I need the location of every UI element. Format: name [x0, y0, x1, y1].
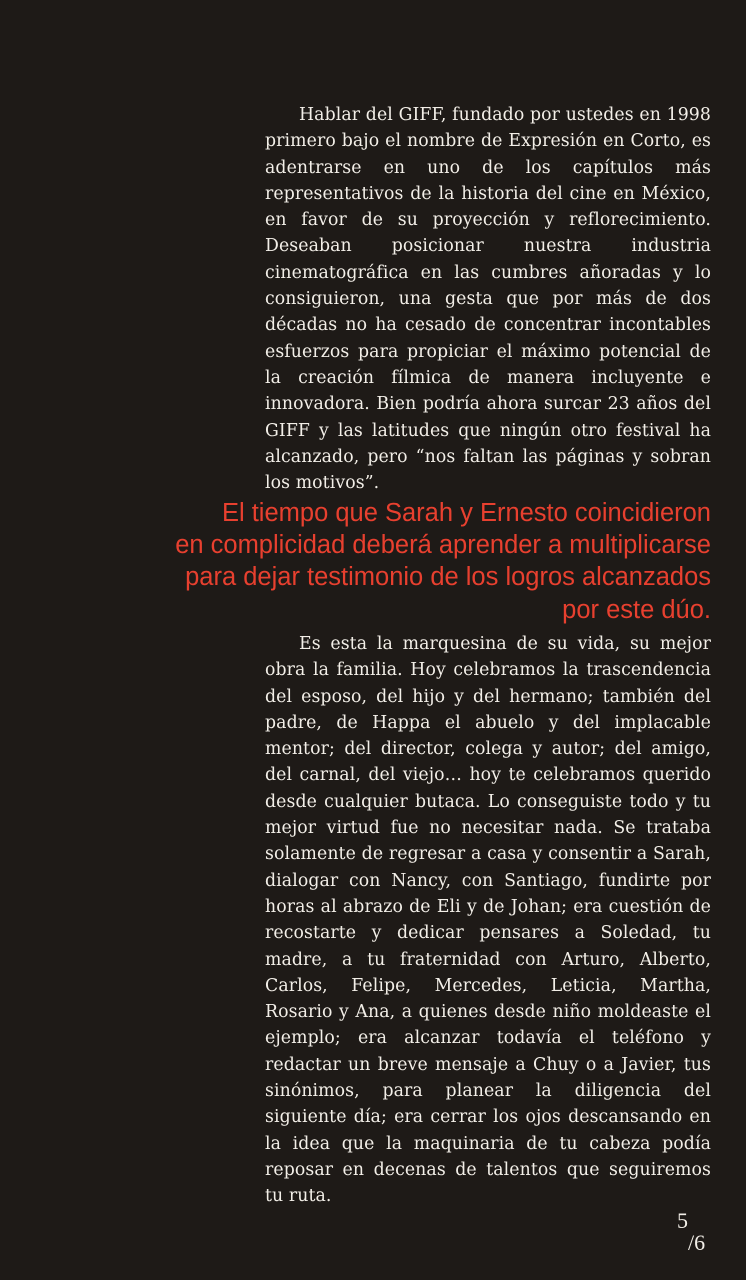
body-paragraph-2: Es esta la marquesina de su vida, su mejor obra la familia. Hoy celebramos la trascendencia del esposo, del hijo y del hermano; también del padre, de Happa el abuelo y del implacable mentor; del director, colega y autor; del amigo, del carnal, del viejo… hoy te celebramos querido desde cualquier butaca. Lo conseguiste todo y tu mejor virtud fue no necesitar nada. Se trataba solamente de regresar a casa y consentir a Sarah, dialogar con Nancy, con Santiago, fundirte por horas al abrazo de Eli y de Johan; era cuestión de recostarte y dedicar pensares a Soledad, tu madre, a tu fraternidad con Arturo, Alberto, Carlos, Felipe, Mercedes, Leticia, Martha, Rosario y Ana, a quienes desde niño moldeaste el ejemplo; era alcanzar todavía el teléfono y redactar un breve mensaje a Chuy o a Javier, tus sinónimos, para planear la diligencia del siguiente día; era cerrar los ojos descansando en la idea que la maquinaria de tu cabeza podía reposar en decenas de talentos que seguiremos tu ruta. [265, 634, 711, 1207]
pull-quote-line: por este dúo. [562, 595, 711, 624]
pull-quote-line: en complicidad deberá aprender a multiplicarse [175, 531, 711, 560]
pull-quote-line: El tiempo que Sarah y Ernesto coincidieron [221, 499, 711, 527]
page-number-current: 5 [677, 1208, 688, 1233]
pull-quote-line: para dejar testimonio de los logros alcanzados [185, 563, 711, 592]
pull-quote [120, 497, 711, 626]
page-number-total: /6 [688, 1230, 706, 1255]
body-paragraph-1: Hablar del GIFF, fundado por ustedes en 1998 primero bajo el nombre de Expresión en Corto, es adentrarse en uno de los capítulos más representativos de la historia del cine en México, en favor de su proyección y reflorecimiento. Deseaban posicionar nuestra industria cinematográfica en las cumbres añoradas y lo consiguieron, una gesta que por más de dos décadas no ha cesado de concentrar incontables esfuerzos para propiciar el máximo potencial de la creación fílmica de manera incluyente e innovadora. Bien podría ahora surcar 23 años del GIFF y las latitudes que ningún otro festival ha alcanzado, pero “nos faltan las páginas y sobran los motivos”. [265, 105, 711, 494]
